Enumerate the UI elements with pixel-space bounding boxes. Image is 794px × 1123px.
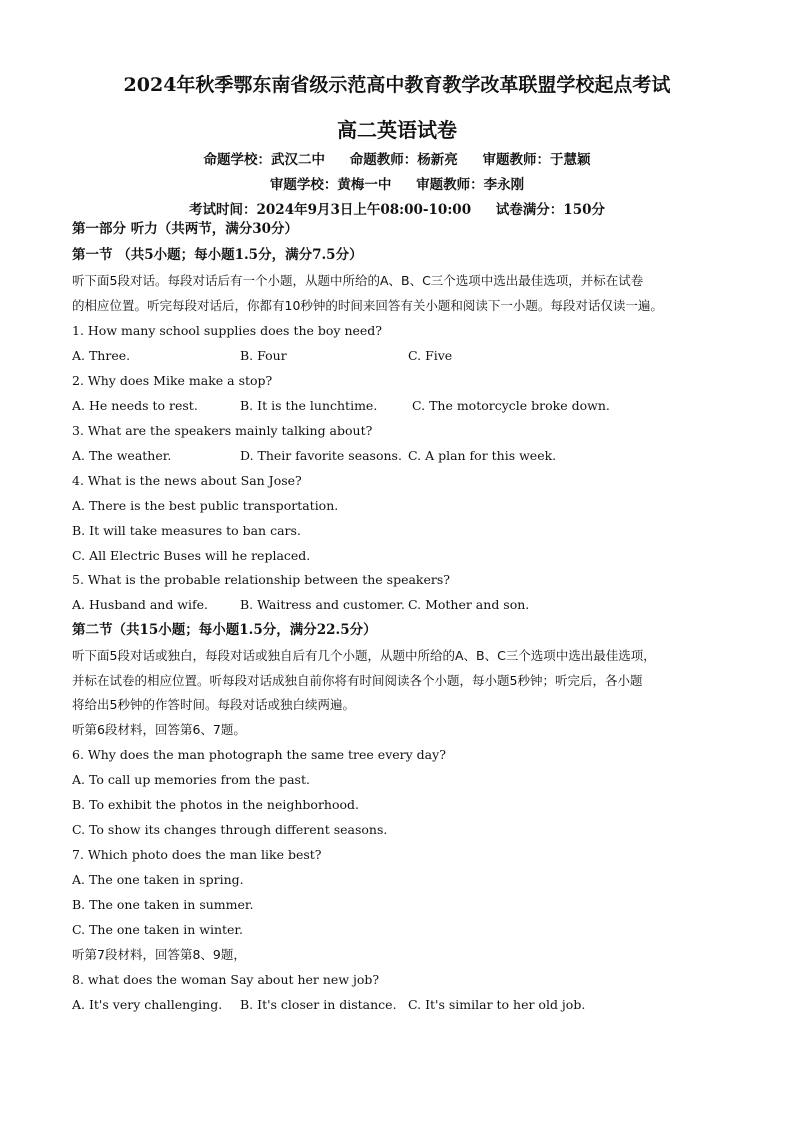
instruction-text: 听下面5段对话或独白，每段对话或独自后有几个小题，从题中所给的A、B、C三个选项中选出最佳选项，	[72, 648, 656, 663]
option: A. He needs to rest.	[72, 398, 198, 413]
option: C. Mother and son.	[408, 597, 530, 612]
meta-item: 审题教师：李永刚	[416, 177, 525, 193]
question: 4. What is the news about San Jose?	[72, 473, 302, 488]
option: B. Waitress and customer.	[240, 597, 405, 612]
option: B. Four	[240, 348, 287, 363]
option: A. To call up memories from the past.	[72, 772, 310, 787]
option: C. The one taken in winter.	[72, 922, 244, 937]
section-heading: 第二节（共15小题；每小题1.5分，满分22.5分）	[72, 622, 377, 638]
option: A. The weather.	[72, 448, 172, 463]
option: C. A plan for this week.	[408, 448, 557, 463]
exam-meta-line-1	[0, 148, 794, 168]
option: B. It's closer in distance.	[240, 997, 397, 1012]
material-note: 听第7段材料，回答第8、9题，	[72, 947, 246, 962]
exam-meta-line-2	[0, 173, 794, 193]
instruction-text: 的相应位置。听完每段对话后，你都有10秒钟的时间来回答有关小题和阅读下一小题。每段对话仅读一遍。	[72, 298, 663, 313]
option: C. All Electric Buses will he replaced.	[72, 548, 311, 563]
exam-meta-line-3	[0, 198, 794, 218]
option: A. There is the best public transportation.	[72, 498, 339, 513]
meta-item: 命题教师：杨新亮	[349, 152, 458, 168]
option: C. The motorcycle broke down.	[412, 398, 610, 413]
option: A. The one taken in spring.	[72, 872, 244, 887]
question: 3. What are the speakers mainly talking about?	[72, 423, 373, 438]
material-note: 听第6段材料，回答第6、7题。	[72, 722, 246, 737]
option: B. To exhibit the photos in the neighborhood.	[72, 797, 359, 812]
meta-item: 审题教师：于慧颖	[482, 152, 591, 168]
option: A. Husband and wife.	[72, 597, 208, 612]
option: B. It is the lunchtime.	[240, 398, 378, 413]
question: 2. Why does Mike make a stop?	[72, 373, 273, 388]
exam-title: 2024年秋季鄂东南省级示范高中教育教学改革联盟学校起点考试	[123, 74, 671, 96]
exam-subtitle: 高二英语试卷	[337, 118, 457, 142]
question: 5. What is the probable relationship between the speakers?	[72, 572, 450, 587]
meta-item: 考试时间：2024年9月3日上午08:00-10:00	[189, 202, 472, 218]
option: D. Their favorite seasons.	[240, 448, 402, 463]
question: 6. Why does the man photograph the same tree every day?	[72, 747, 446, 762]
instruction-text: 听下面5段对话。每段对话后有一个小题，从题中所给的A、B、C三个选项中选出最佳选项，并标在试卷	[72, 273, 644, 288]
section-heading: 第一节 （共5小题；每小题1.5分，满分7.5分）	[72, 247, 363, 263]
question: 1. How many school supplies does the boy need?	[72, 323, 382, 338]
option: B. It will take measures to ban cars.	[72, 523, 301, 538]
part-heading: 第一部分 听力（共两节，满分30分）	[72, 221, 298, 237]
question: 7. Which photo does the man like best?	[72, 847, 322, 862]
option: C. Five	[408, 348, 453, 363]
option: C. It's similar to her old job.	[408, 997, 586, 1012]
option: A. Three.	[72, 348, 131, 363]
meta-item: 审题学校：黄梅一中	[269, 177, 392, 193]
meta-item: 命题学校：武汉二中	[203, 152, 326, 168]
instruction-text: 并标在试卷的相应位置。听每段对话成独自前你将有时间阅读各个小题，每小题5秒钟；听完后，各小题	[72, 673, 643, 688]
question: 8. what does the woman Say about her new job?	[72, 972, 380, 987]
option: B. The one taken in summer.	[72, 897, 254, 912]
meta-item: 试卷满分：150分	[495, 202, 605, 218]
instruction-text: 将给出5秒钟的作答时间。每段对话或独白续两遍。	[72, 697, 355, 712]
option: C. To show its changes through different seasons.	[72, 822, 388, 837]
option: A. It's very challenging.	[72, 997, 223, 1012]
